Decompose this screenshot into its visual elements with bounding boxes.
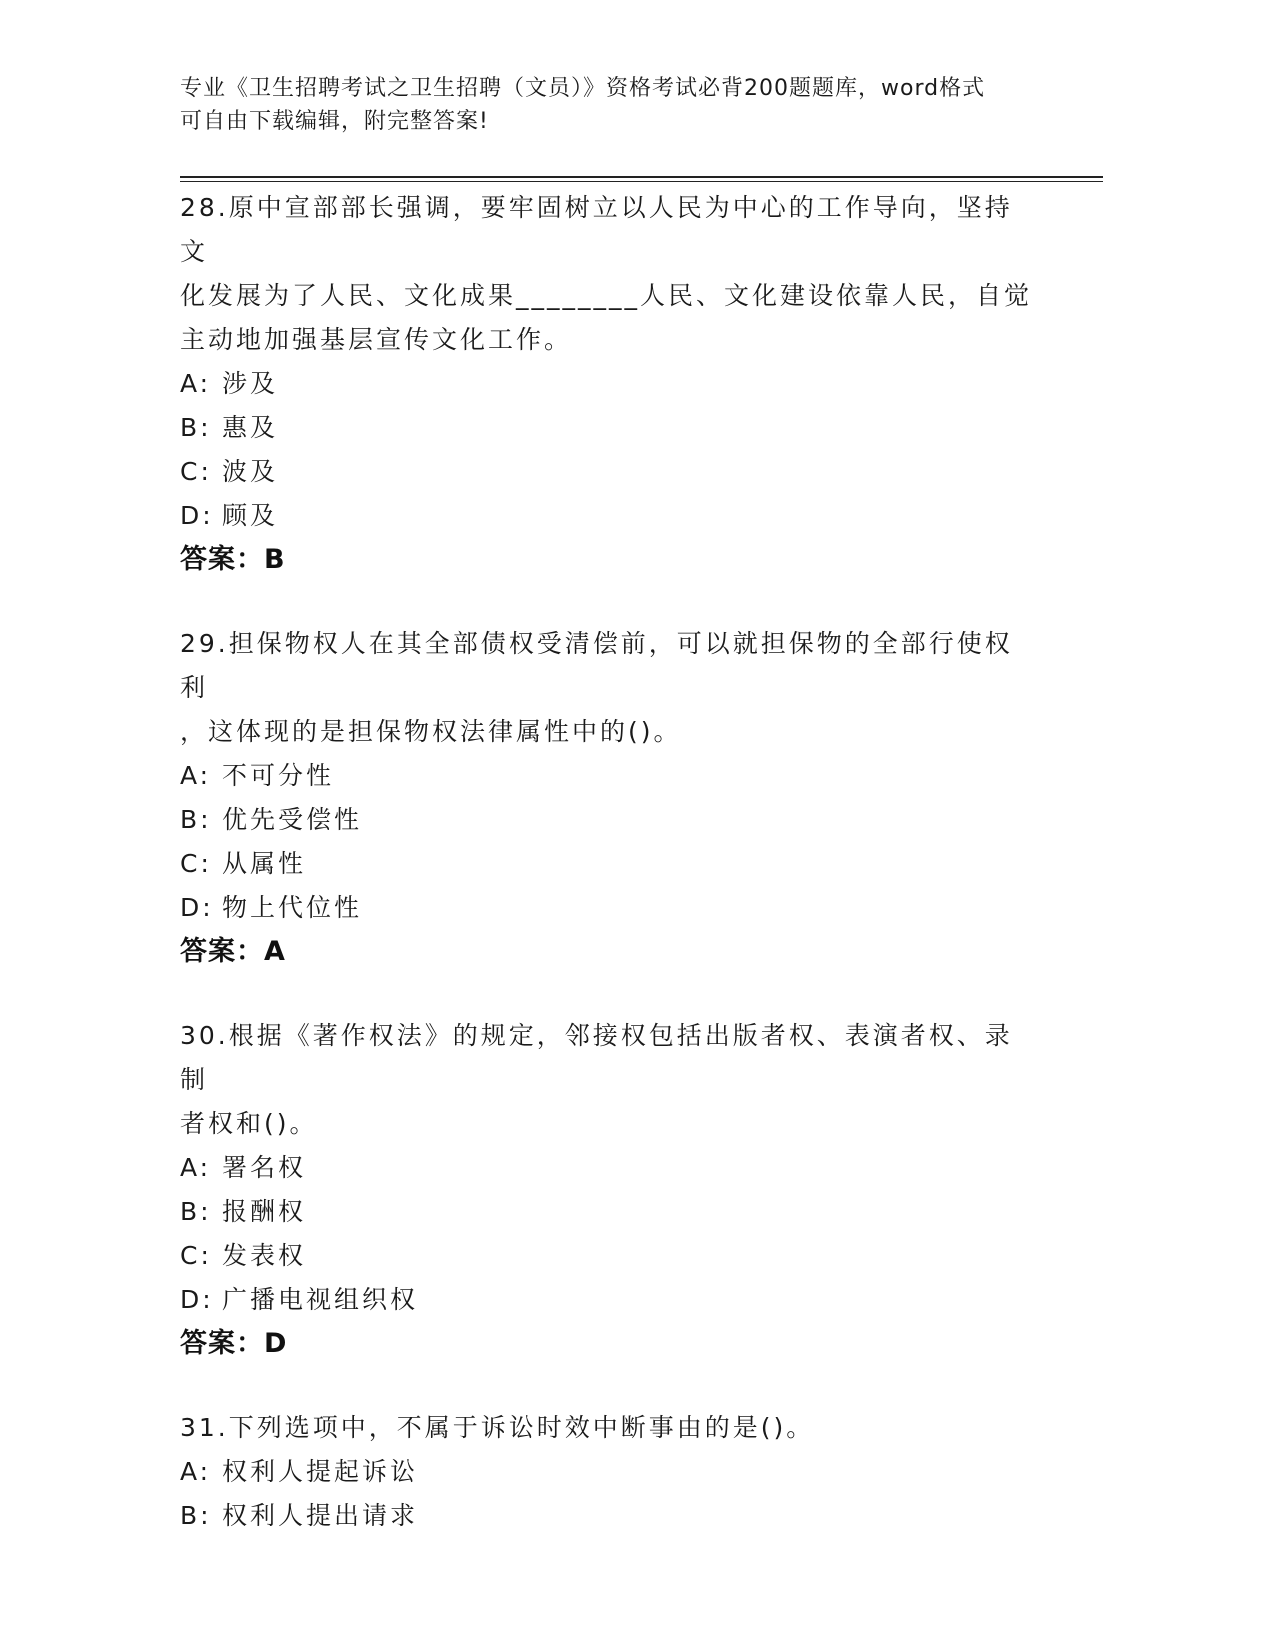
stem-line: 30.根据《著作权法》的规定，邻接权包括出版者权、表演者权、录制 <box>180 1021 1013 1094</box>
option-c <box>180 842 1040 886</box>
header-divider-thin <box>180 181 1103 182</box>
option-b <box>180 1190 1040 1234</box>
question-stem <box>180 1406 1040 1450</box>
option-text: 不可分性 <box>222 761 335 790</box>
option-a <box>180 1146 1040 1190</box>
stem-line: ，这体现的是担保物权法律属性中的()。 <box>180 717 682 746</box>
stem-line: 31.下列选项中，不属于诉讼时效中断事由的是()。 <box>180 1413 815 1442</box>
option-letter: A: <box>180 369 212 398</box>
question-stem <box>180 1014 1040 1146</box>
option-text: 权利人提出请求 <box>222 1501 419 1530</box>
option-text: 惠及 <box>222 413 279 442</box>
option-letter: D: <box>180 501 214 530</box>
option-letter: B: <box>180 1197 212 1226</box>
option-letter: D: <box>180 1285 214 1314</box>
option-letter: A: <box>180 1457 212 1486</box>
option-text: 涉及 <box>222 369 279 398</box>
option-letter: B: <box>180 1501 212 1530</box>
option-text: 报酬权 <box>222 1197 307 1226</box>
option-d <box>180 494 1040 538</box>
stem-line: 化发展为了人民、文化成果________人民、文化建设依靠人民，自觉 <box>180 281 1033 310</box>
option-text: 波及 <box>222 457 279 486</box>
question-list <box>180 186 1040 1578</box>
option-letter: C: <box>180 1241 212 1270</box>
answer-line: 答案：D <box>180 1328 288 1359</box>
question-stem <box>180 622 1040 754</box>
option-text: 物上代位性 <box>222 893 363 922</box>
option-letter: A: <box>180 1153 212 1182</box>
option-a <box>180 754 1040 798</box>
document-header <box>180 72 1040 138</box>
header-line-1: 专业《卫生招聘考试之卫生招聘（文员）》资格考试必背200题题库，word格式 <box>180 76 986 101</box>
option-text: 顾及 <box>222 501 279 530</box>
option-a <box>180 362 1040 406</box>
header-divider <box>180 176 1103 178</box>
option-b <box>180 798 1040 842</box>
option-letter: B: <box>180 413 212 442</box>
option-letter: C: <box>180 457 212 486</box>
option-letter: D: <box>180 893 214 922</box>
option-d <box>180 886 1040 930</box>
option-text: 权利人提起诉讼 <box>222 1457 419 1486</box>
answer-line: 答案：B <box>180 544 286 575</box>
question-stem <box>180 186 1040 362</box>
option-text: 从属性 <box>222 849 307 878</box>
option-letter: A: <box>180 761 212 790</box>
question-28 <box>180 186 1040 582</box>
option-c <box>180 1234 1040 1278</box>
option-letter: B: <box>180 805 212 834</box>
question-29 <box>180 622 1040 974</box>
option-a <box>180 1450 1040 1494</box>
option-text: 发表权 <box>222 1241 307 1270</box>
option-letter: C: <box>180 849 212 878</box>
option-text: 优先受偿性 <box>222 805 363 834</box>
question-31 <box>180 1406 1040 1538</box>
option-text: 广播电视组织权 <box>222 1285 419 1314</box>
question-30 <box>180 1014 1040 1366</box>
option-c <box>180 450 1040 494</box>
stem-line: 者权和()。 <box>180 1109 318 1138</box>
stem-line: 28.原中宣部部长强调，要牢固树立以人民为中心的工作导向，坚持文 <box>180 193 1013 266</box>
option-text: 署名权 <box>222 1153 307 1182</box>
option-b <box>180 406 1040 450</box>
stem-line: 主动地加强基层宣传文化工作。 <box>180 325 573 354</box>
option-b <box>180 1494 1040 1538</box>
stem-line: 29.担保物权人在其全部债权受清偿前，可以就担保物的全部行使权利 <box>180 629 1013 702</box>
option-d <box>180 1278 1040 1322</box>
answer-line: 答案：A <box>180 936 286 967</box>
header-line-2: 可自由下载编辑，附完整答案! <box>180 109 489 134</box>
